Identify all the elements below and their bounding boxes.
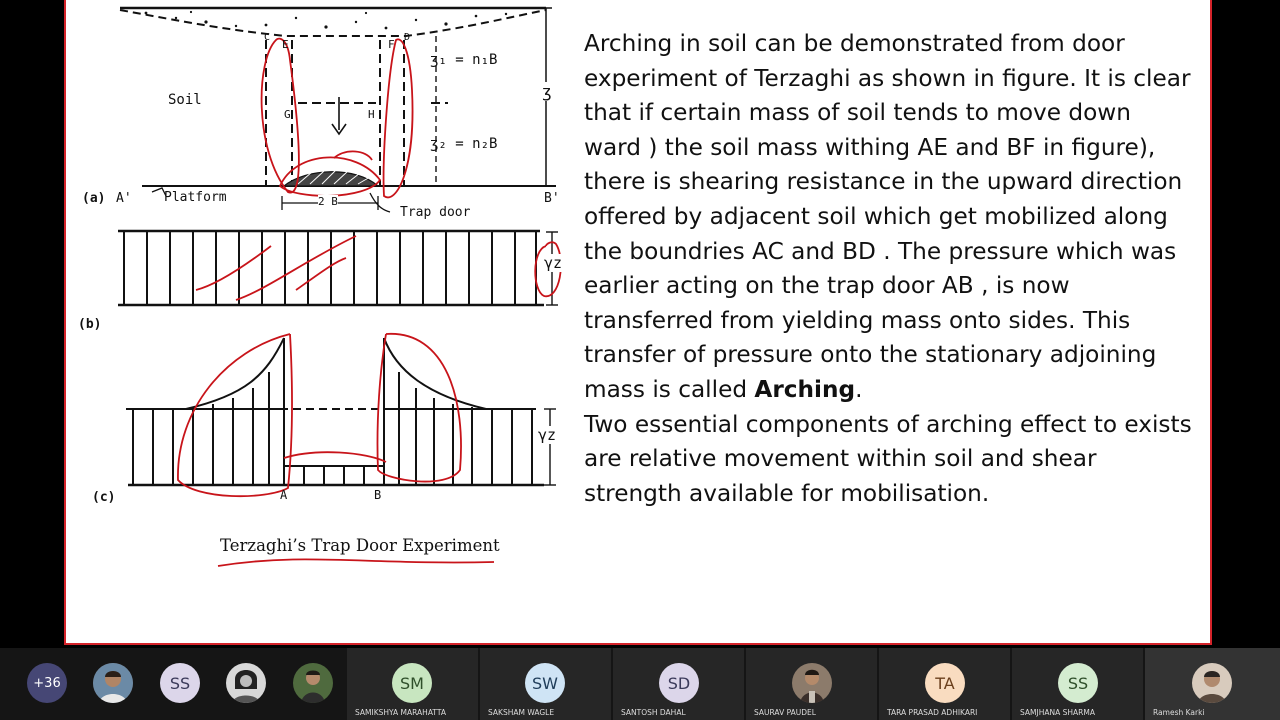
label-b-prime: B' — [544, 191, 560, 206]
label-h: H — [368, 108, 375, 121]
paragraph-components: Two essential components of arching effect to exists are relative movement within soil and shear strength available for mobilisation. — [584, 410, 1192, 507]
label-platform: Platform — [164, 190, 227, 205]
participant-avatar-ss[interactable]: SS — [160, 663, 200, 703]
participant-tile[interactable] — [879, 648, 1010, 720]
participant-initials: SD — [659, 663, 699, 703]
participant-tile[interactable] — [480, 648, 611, 720]
participant-name: SAKSHAM WAGLE — [488, 708, 555, 717]
label-a: (a) — [82, 191, 106, 206]
person-photo-icon — [226, 663, 266, 703]
participant-avatar[interactable] — [93, 663, 133, 703]
participant-avatar[interactable] — [293, 663, 333, 703]
paragraph-arching — [584, 27, 1194, 408]
label-g: G — [284, 108, 291, 121]
label-c: C — [264, 32, 271, 43]
participant-initials: SW — [525, 663, 565, 703]
participant-initials: SM — [392, 663, 432, 703]
participant-photo — [792, 663, 832, 703]
label-gamma-z-b: γz — [544, 254, 563, 272]
label-a-prime: A' — [116, 191, 132, 206]
label-gamma-z-c: γz — [538, 426, 557, 444]
label-soil: Soil — [168, 92, 202, 108]
person-photo-icon — [293, 663, 333, 703]
figure-caption: Terzaghi’s Trap Door Experiment — [220, 536, 500, 555]
label-trap-door: Trap door — [400, 205, 471, 220]
person-photo-icon — [792, 663, 832, 703]
label-z: ʒ — [542, 82, 552, 101]
label-point-a: A — [280, 488, 288, 502]
bold-term-arching: Arching — [754, 375, 856, 403]
participant-tile[interactable] — [746, 648, 877, 720]
label-d: D — [404, 32, 411, 43]
label-f: F — [388, 38, 395, 51]
paragraph-end: . — [855, 375, 863, 403]
person-photo-icon — [1192, 663, 1232, 703]
participant-name: SAMIKSHYA MARAHATTA — [355, 708, 446, 717]
soil-surface — [120, 8, 546, 36]
participant-name: SAURAV PAUDEL — [754, 708, 816, 717]
uniform-pressure — [118, 231, 558, 305]
label-z1: ʒ₁ = n₁B — [430, 52, 498, 68]
participant-name: Ramesh Karki — [1153, 708, 1205, 717]
label-c-panel: (c) — [92, 490, 116, 505]
participant-name: TARA PRASAD ADHIKARI — [887, 708, 978, 717]
more-participants-button[interactable]: +36 — [27, 663, 67, 703]
label-point-b: B — [374, 488, 382, 502]
participant-tile[interactable] — [613, 648, 744, 720]
participant-tile[interactable] — [1012, 648, 1143, 720]
participant-tile[interactable] — [347, 648, 478, 720]
participant-avatar[interactable] — [226, 663, 266, 703]
slide-body-text — [584, 27, 1194, 511]
label-e: E — [282, 38, 289, 51]
arching-pressure — [126, 338, 556, 485]
trap-door-figure — [66, 0, 576, 645]
presentation-slide — [64, 0, 1212, 645]
participant-initials: TA — [925, 663, 965, 703]
participant-tile-active[interactable] — [1145, 648, 1280, 720]
paragraph-text: Arching in soil can be demonstrated from door experiment of Terzaghi as shown in figure. It is clear that if certain mass of soil tends to move down ward ) the soil mass withing AE and BF in figure), there is shearing resistance in the upward direction offered by adjacent soil which get mobilized along the boundries AC and BD . The pressure which was earlier acting on the trap door AB , is now transferred from yielding mass onto sides. This transfer of pressure onto the stationary adjoining mass is called — [584, 30, 1191, 403]
participant-photo — [1192, 663, 1232, 703]
participant-initials: SS — [1058, 663, 1098, 703]
participant-name: SANTOSH DAHAL — [621, 708, 686, 717]
label-b: (b) — [78, 317, 102, 332]
participant-name: SAMJHANA SHARMA — [1020, 708, 1095, 717]
person-photo-icon — [93, 663, 133, 703]
label-2b: 2 B — [318, 195, 338, 208]
label-z2: ʒ₂ = n₂B — [430, 136, 498, 152]
